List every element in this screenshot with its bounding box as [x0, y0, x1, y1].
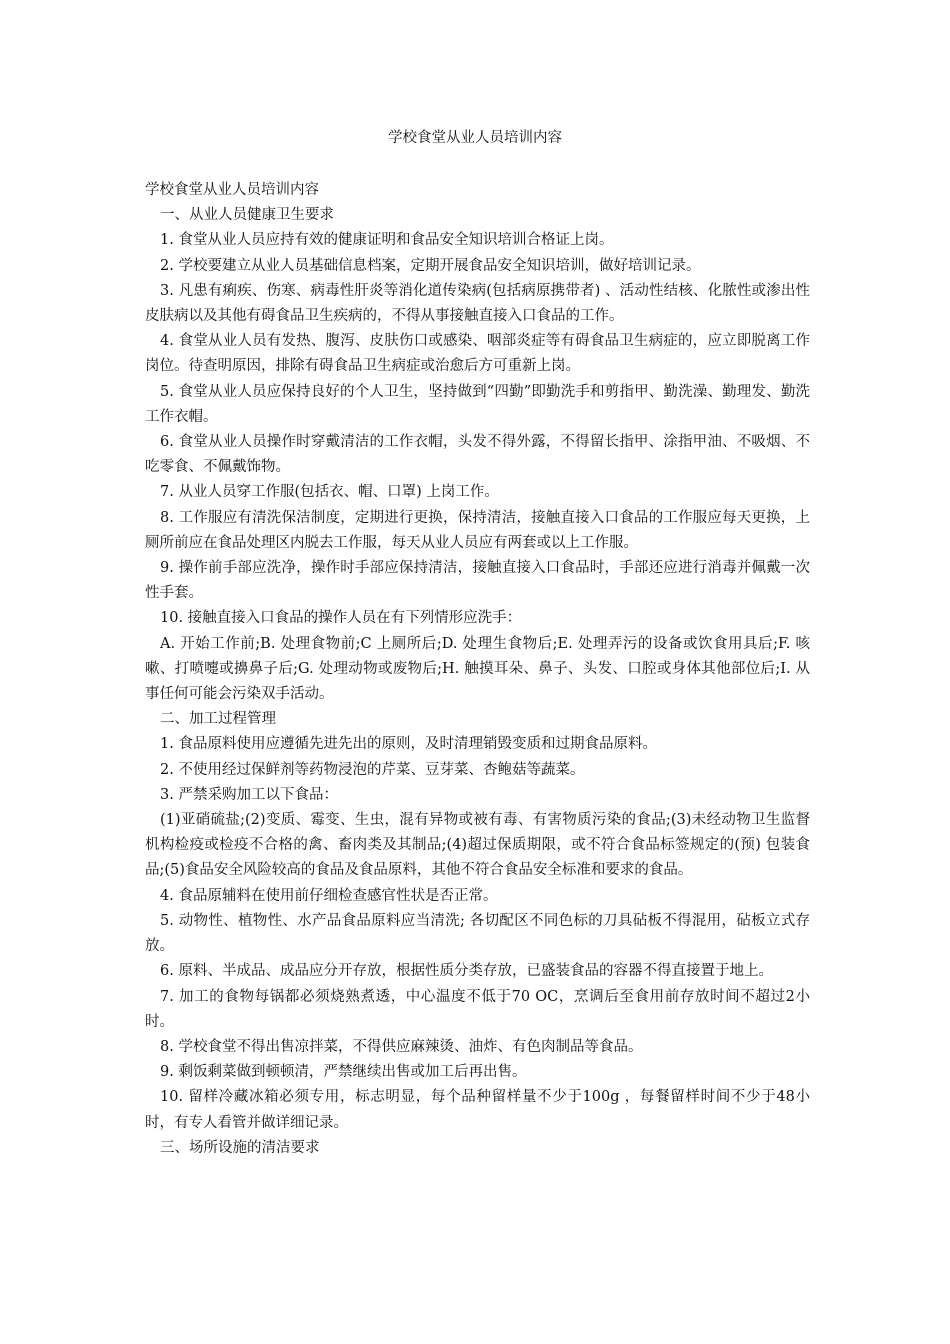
body-heading: 学校食堂从业人员培训内容 — [145, 182, 319, 198]
paragraph: 7. 从业人员穿工作服(包括衣、帽、口罩) 上岗工作。 — [160, 484, 499, 501]
paragraph: 9. 操作前手部应洗净，操作时手部应保持清洁，接触直接入口食品时，手部还应进行消毒并佩戴一次性手套。 — [145, 560, 810, 602]
paragraph: 7. 加工的食物每锅都必须烧熟煮透，中心温度不低于70 OC，烹调后至食用前存放时间不超过2小时。 — [145, 988, 810, 1030]
section-heading-2: 二、加工过程管理 — [160, 711, 276, 728]
paragraph: 2. 学校要建立从业人员基础信息档案，定期开展食品安全知识培训，做好培训记录。 — [160, 257, 701, 274]
section-heading-1: 一、从业人员健康卫生要求 — [160, 207, 334, 224]
paragraph: 6. 原料、半成品、成品应分开存放，根据性质分类存放，已盛装食品的容器不得直接置于地上。 — [160, 963, 773, 980]
document-body — [145, 178, 810, 1161]
paragraph-list: A. 开始工作前;B. 处理食物前;C 上厕所后;D. 处理生食物后;E. 处理弄污的设备或饮食用具后;F. 咳嗽、打喷嚏或擤鼻子后;G. 处理动物或废物后;H. 触摸耳朵、鼻子、头发、口腔或身体其他部位后;I. 从事任何可能会污染双手活动。 — [145, 635, 810, 703]
paragraph: 3. 凡患有痢疾、伤寒、病毒性肝炎等消化道传染病(包括病原携带者) 、活动性结核、化脓性或渗出性皮肤病以及其他有碍食品卫生疾病的，不得从事接触直接入口食品的工作。 — [145, 282, 810, 325]
paragraph-list: (1)亚硝硫盐;(2)变质、霉变、生虫，混有异物或被有毒、有害物质污染的食品;(3)未经动物卫生监督机构检疫或检疫不合格的禽、畜肉类及其制品;(4)超过保质期限，或不符合食品标签规定的(预) 包装食品;(5)食品安全风险较高的食品及食品原料，其他不符合食品安全标准和要求的食品。 — [145, 812, 810, 879]
paragraph: 8. 学校食堂不得出售凉拌菜，不得供应麻辣烫、油炸、有色肉制品等食品。 — [160, 1038, 643, 1055]
section-heading-3: 三、场所设施的清洁要求 — [160, 1139, 320, 1156]
paragraph: 5. 食堂从业人员应保持良好的个人卫生，坚持做到“四勤”即勤洗手和剪指甲、勤洗澡、勤理发、勤洗工作衣帽。 — [145, 383, 810, 425]
document-title: 学校食堂从业人员培训内容 — [388, 130, 562, 146]
paragraph: 1. 食堂从业人员应持有效的健康证明和食品安全知识培训合格证上岗。 — [160, 232, 614, 249]
paragraph: 4. 食堂从业人员有发热、腹泻、皮肤伤口或感染、咽部炎症等有碍食品卫生病症的，应立即脱离工作岗位。待查明原因，排除有碍食品卫生病症或治愈后方可重新上岗。 — [145, 333, 810, 375]
paragraph: 8. 工作服应有清洗保洁制度，定期进行更换，保持清洁，接触直接入口食品的工作服应每天更换，上厕所前应在食品处理区内脱去工作服，每天从业人员应有两套或以上工作服。 — [145, 509, 810, 551]
paragraph: 5. 动物性、植物性、水产品食品原料应当清洗; 各切配区不同色标的刀具砧板不得混用，砧板立式存放。 — [145, 912, 810, 955]
paragraph: 10. 接触直接入口食品的操作人员在有下列情形应洗手： — [160, 610, 522, 627]
paragraph: 9. 剩饭剩菜做到顿顿清，严禁继续出售或加工后再出售。 — [160, 1064, 527, 1081]
paragraph: 3. 严禁采购加工以下食品： — [160, 786, 338, 803]
paragraph: 6. 食堂从业人员操作时穿戴清洁的工作衣帽，头发不得外露，不得留长指甲、涂指甲油、不吸烟、不吃零食、不佩戴饰物。 — [145, 434, 810, 476]
paragraph: 4. 食品原辅料在使用前仔细检查感官性状是否正常。 — [160, 887, 498, 904]
paragraph: 10. 留样冷藏冰箱必须专用，标志明显，每个品种留样量不少于100g ，每餐留样时间不少于48小时，有专人看管并做详细记录。 — [145, 1089, 810, 1131]
paragraph: 2. 不使用经过保鲜剂等药物浸泡的芹菜、豆芽菜、杏鲍菇等蔬菜。 — [160, 761, 585, 778]
paragraph: 1. 食品原料使用应遵循先进先出的原则，及时清理销毁变质和过期食品原料。 — [160, 736, 657, 753]
